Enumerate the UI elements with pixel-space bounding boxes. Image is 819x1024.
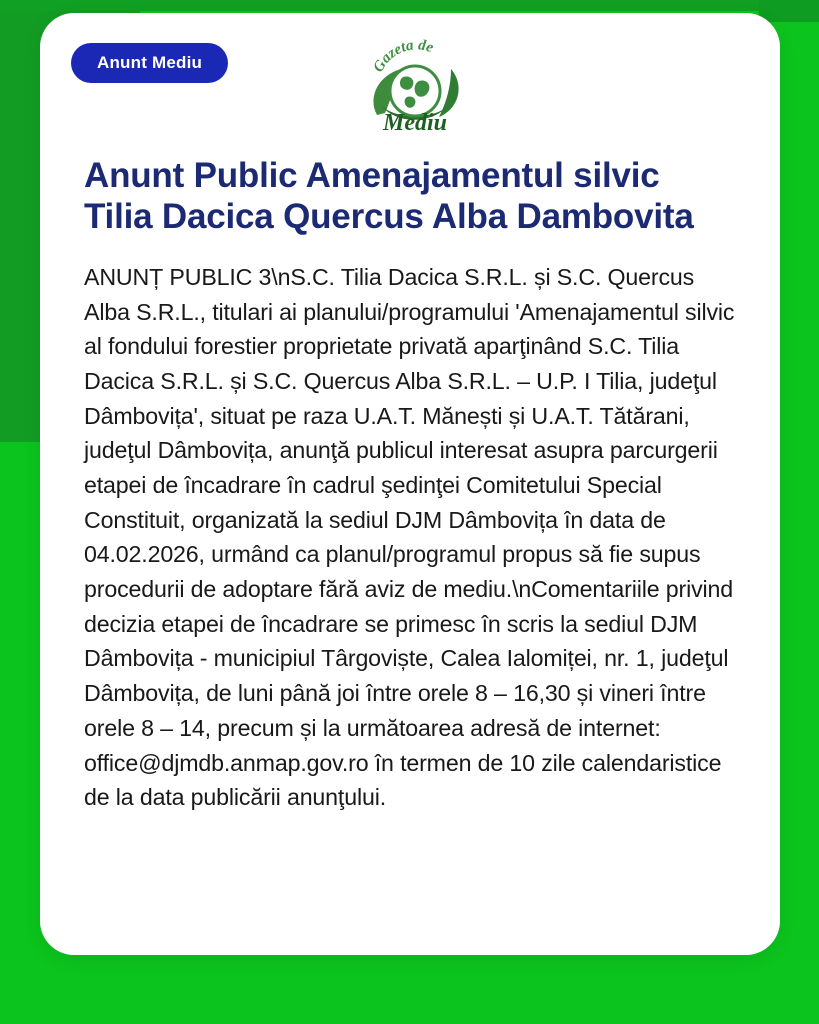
svg-text:Mediu: Mediu xyxy=(382,110,448,136)
announcement-body: ANUNȚ PUBLIC 3\nS.C. Tilia Dacica S.R.L. și S.C. Quercus Alba S.R.L., titulari ai planului/programului 'Amenajamentul silvic al fondului forestier proprietate privată aparţinând S.C. Tilia Dacica S.R.L. și S.C. Quercus Alba S.R.L. – U.P. I Tilia, judeţul Dâmbovița', situat pe raza U.A.T. Mănești și U.A.T. Tătărani, judeţul Dâmbovița, anunţă publicul interesat asupra parcurgerii etapei de încadrare în cadrul şedinţei Comitetului Special Constituit, organizată la sediul DJM Dâmbovița în data de 04.02.2026, urmând ca planul/programul propus să fie supus procedurii de adoptare fără aviz de mediu.\nComentariile privind decizia etapei de încadrare se primesc în scris la sediul DJM Dâmbovița - municipiul Târgoviște, Calea Ialomiței, nr. 1, judeţul Dâmbovița, de luni până joi între orele 8 – 16,30 și vineri între orele 8 – 14, precum și la următoarea adresă de internet: office@djmdb.anmap.gov.ro în termen de 10 zile calendaristice de la data publicării anunţului. xyxy=(84,263,741,811)
category-badge[interactable]: Anunt Mediu xyxy=(71,43,228,83)
announcement-card xyxy=(40,13,780,955)
gazeta-de-mediu-logo xyxy=(355,33,475,138)
page-title: Anunt Public Amenajamentul silvic Tilia Dacica Quercus Alba Dambovita xyxy=(84,156,694,236)
card-header xyxy=(40,13,780,138)
svg-text:Gazeta de: Gazeta de xyxy=(370,37,436,75)
background-top-strip xyxy=(0,0,819,11)
